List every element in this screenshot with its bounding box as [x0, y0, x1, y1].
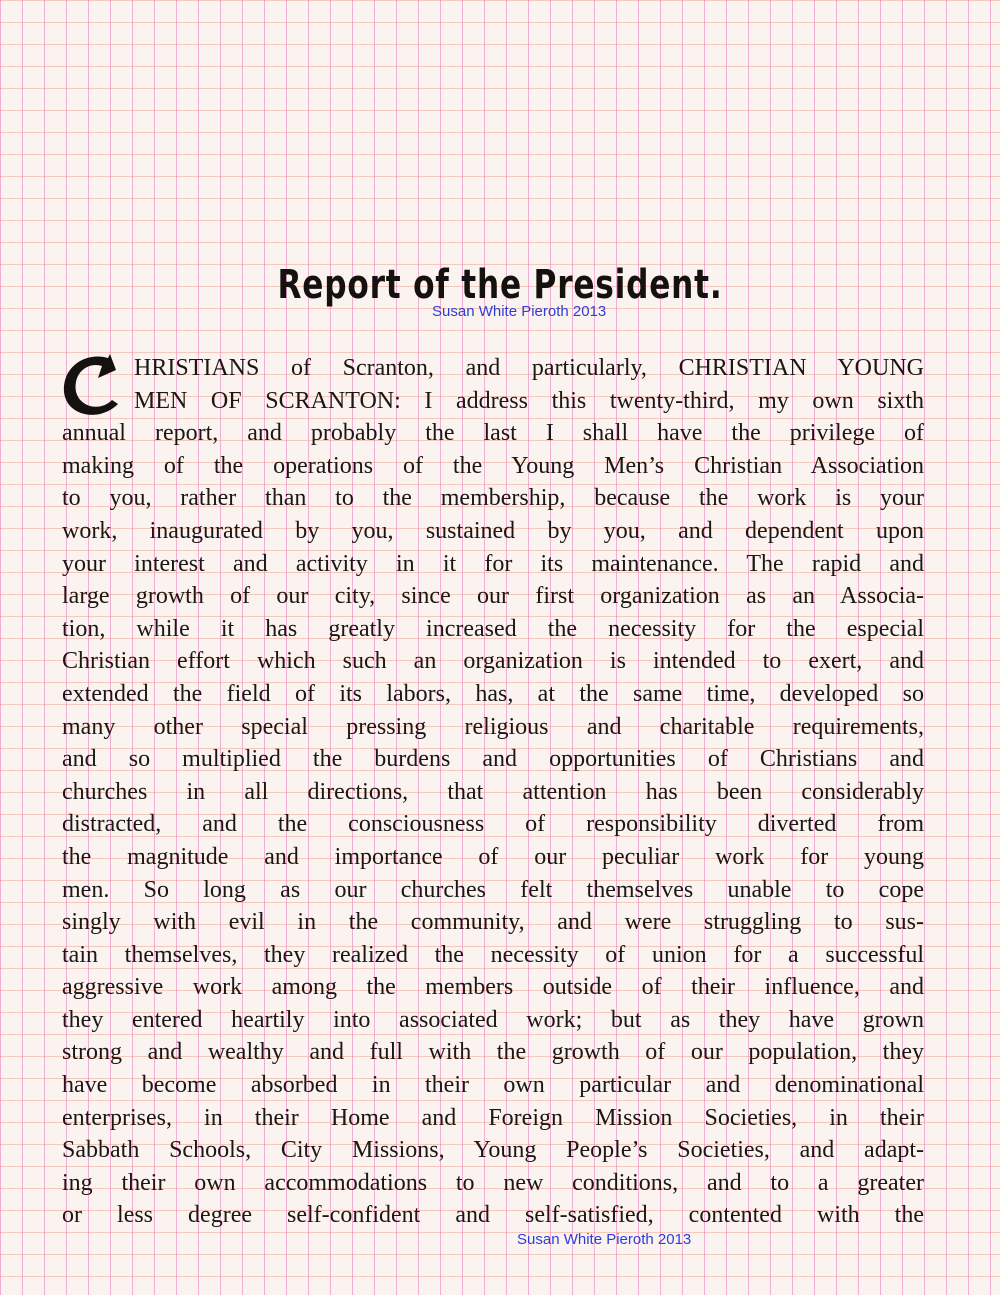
text-line: singly with evil in the community, and were struggling to sus- [62, 909, 924, 936]
text-line: tion, while it has greatly increased the necessity for the especial [62, 615, 924, 642]
text-line: MEN OF SCRANTON: I address this twenty-third, my own sixth [134, 387, 924, 414]
text-line: Sabbath Schools, City Missions, Young People’s Societies, and adapt- [62, 1137, 924, 1164]
text-line: have become absorbed in their own particular and denominational [62, 1072, 924, 1099]
text-line: HRISTIANS of Scranton, and particularly, CHRISTIAN YOUNG [134, 355, 924, 381]
text-line: distracted, and the consciousness of responsibility diverted from [62, 811, 924, 838]
text-line: men. So long as our churches felt themselves unable to cope [62, 876, 924, 903]
text-line: or less degree self-confident and self-satisfied, contented with the [62, 1202, 924, 1229]
watermark-bottom: Susan White Pieroth 2013 [517, 1231, 692, 1248]
text-line: Christian effort which such an organization is intended to exert, and [62, 648, 924, 675]
text-line: extended the field of its labors, has, at the same time, developed so [62, 680, 924, 707]
text-line: aggressive work among the members outside of their influence, and [62, 974, 924, 1001]
page-title: Report of the President. [277, 262, 723, 308]
report-body [62, 352, 924, 1232]
text-line: making of the operations of the Young Men’s Christian Association [62, 452, 924, 479]
text-line: tain themselves, they realized the necessity of union for a successful [62, 941, 924, 968]
text-line: work, inaugurated by you, sustained by you, and dependent upon [62, 517, 924, 544]
text-line: churches in all directions, that attention has been considerably [62, 778, 924, 805]
text-line: large growth of our city, since our first organization as an Associa- [62, 583, 924, 610]
text-line: the magnitude and importance of our peculiar work for young [62, 843, 924, 870]
text-line: enterprises, in their Home and Foreign Mission Societies, in their [62, 1104, 924, 1131]
watermark-top: Susan White Pieroth 2013 [432, 303, 607, 320]
text-line: ing their own accommodations to new conditions, and to a greater [62, 1169, 924, 1196]
text-line: many other special pressing religious and charitable requirements, [62, 713, 924, 740]
text-line: your interest and activity in it for its maintenance. The rapid and [62, 550, 924, 577]
text-line: they entered heartily into associated work; but as they have grown [62, 1006, 924, 1033]
text-line: annual report, and probably the last I shall have the privilege of [62, 420, 924, 447]
text-line: to you, rather than to the membership, because the work is your [62, 485, 924, 512]
text-line: strong and wealthy and full with the growth of our population, they [62, 1039, 924, 1066]
text-line: and so multiplied the burdens and opportunities of Christians and [62, 746, 924, 773]
